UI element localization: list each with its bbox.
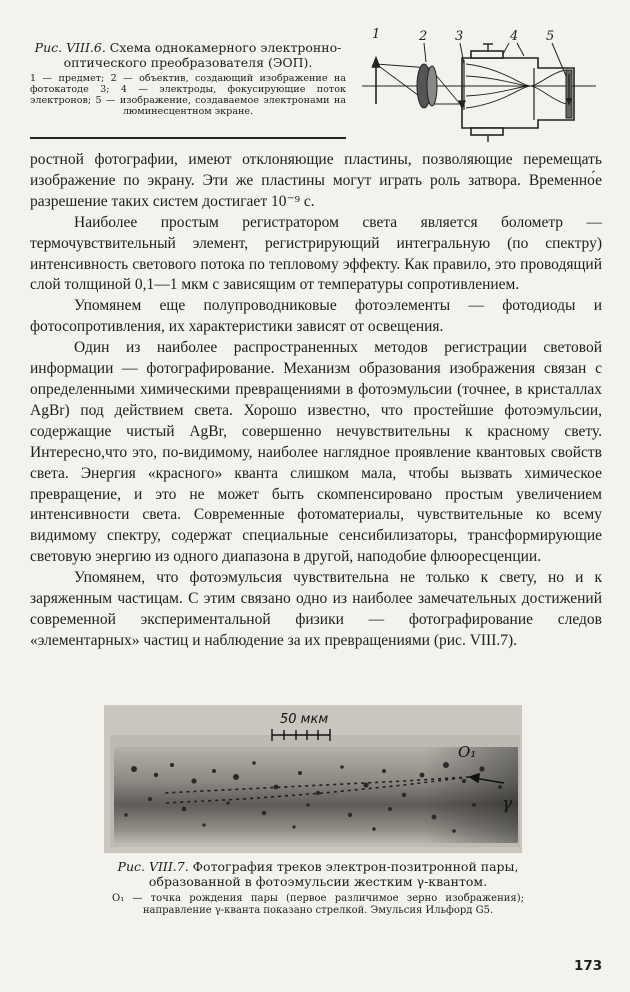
luminescent-screen	[566, 70, 572, 118]
body-text	[30, 150, 602, 652]
object-arrow	[373, 58, 380, 104]
image-converter-diagram	[352, 24, 607, 142]
figure-6-legend: 1 — предмет; 2 — объектив, создающий изображение на фотокатоде 3; 4 — электроды, фокусирующие поток электронов; 5 — изображение, создаваемое электронами на люминесцентном экране.	[30, 73, 346, 117]
figure-6-caption	[30, 40, 346, 117]
diagram-number-4: 4	[510, 29, 519, 44]
paragraph-4: Один из наиболее распространенных методов регистрации световой информации — фотографирование. Механизм образования изображения связан с определенными химическими превращениями в фотоэмульсии (точнее, в кристаллах AgBr) под действием света. Хорошо известно, что простейшие фотоэмульсии, содержащие чистый AgBr, совершенно нечувствительны к красному свету. Интересно,что это, по-видимому, наиболее наглядное проявление квантовых свойств света. Энергия «красного» кванта слишком мала, чтобы вызвать химическое превращение, и это не может быть скомпенсировано простым увеличением интенсивности света. Современные фотоматериалы, чувствительные ко всему видимому спектру, содержат специальные сенсибилизаторы, трансформирующие световую энергию из одного диапазона в другой, наподобие флюоресценции.	[30, 339, 602, 566]
figure-6-label: Рис. VIII.6.	[34, 40, 106, 55]
paragraph-1: ростной фотографии, имеют отклоняющие пластины, позволяющие перемещать изображение по экрану. Эти же пластины могут играть роль затвора. Временно́е разрешение таких систем достигает 10⁻⁹ с.	[30, 151, 602, 210]
paragraph-2: Наиболее простым регистратором света является болометр — термочувствительный элемент, регистрирующий интегральную (по спектру) интенсивность светового потока по тепловому эффекту. Как правило, это проводящий слой толщиной 0,1—1 мкм с зависящим от температуры сопротивлением.	[30, 213, 602, 294]
diagram-number-5: 5	[546, 29, 555, 44]
figure-7-title-line	[112, 859, 524, 889]
page-number: 173	[574, 958, 603, 974]
diagram-number-1: 1	[372, 27, 381, 42]
paragraph-5: Упомянем, что фотоэмульсия чувствительна не только к свету, но и к заряженным частицам. С этим связано одно из наиболее замечательных достижений современной экспериментальной физики — фотографирование следов «элементарных» частиц и наблюдение за их превращениями (рис. VIII.7).	[30, 569, 602, 649]
scale-label: 50 мкм	[280, 712, 329, 727]
figure-7-title: Фотография треков электрон-позитронной пары, образованной в фотоэмульсии жестким γ-квантом.	[148, 859, 519, 889]
diagram-number-3: 3	[455, 29, 464, 44]
diagram-number-2: 2	[419, 29, 428, 44]
tube-housing	[462, 51, 574, 135]
figure-6-title: Схема однокамерного электронно-оптического преобразователя (ЭОП).	[63, 40, 342, 70]
objective-lens	[417, 64, 437, 108]
electron-beam	[466, 64, 566, 120]
paragraph-3: Упомянем еще полупроводниковые фотоэлементы — фотодиоды и фотосопротивления, их характеристики зависят от освещения.	[30, 297, 602, 336]
figure-6-title-line	[30, 40, 346, 70]
gamma-label: γ	[502, 794, 513, 814]
figure-7-label: Рис. VIII.7.	[117, 859, 189, 874]
figure-7-caption	[112, 859, 524, 916]
caption-divider	[30, 137, 346, 139]
origin-point-label: O₁	[458, 743, 477, 761]
figure-7-legend: O₁ — точка рождения пары (первое различимое зерно изображения); направление γ-кванта показано стрелкой. Эмульсия Ильфорд G5.	[112, 893, 524, 916]
emulsion-track-photo	[104, 705, 522, 853]
